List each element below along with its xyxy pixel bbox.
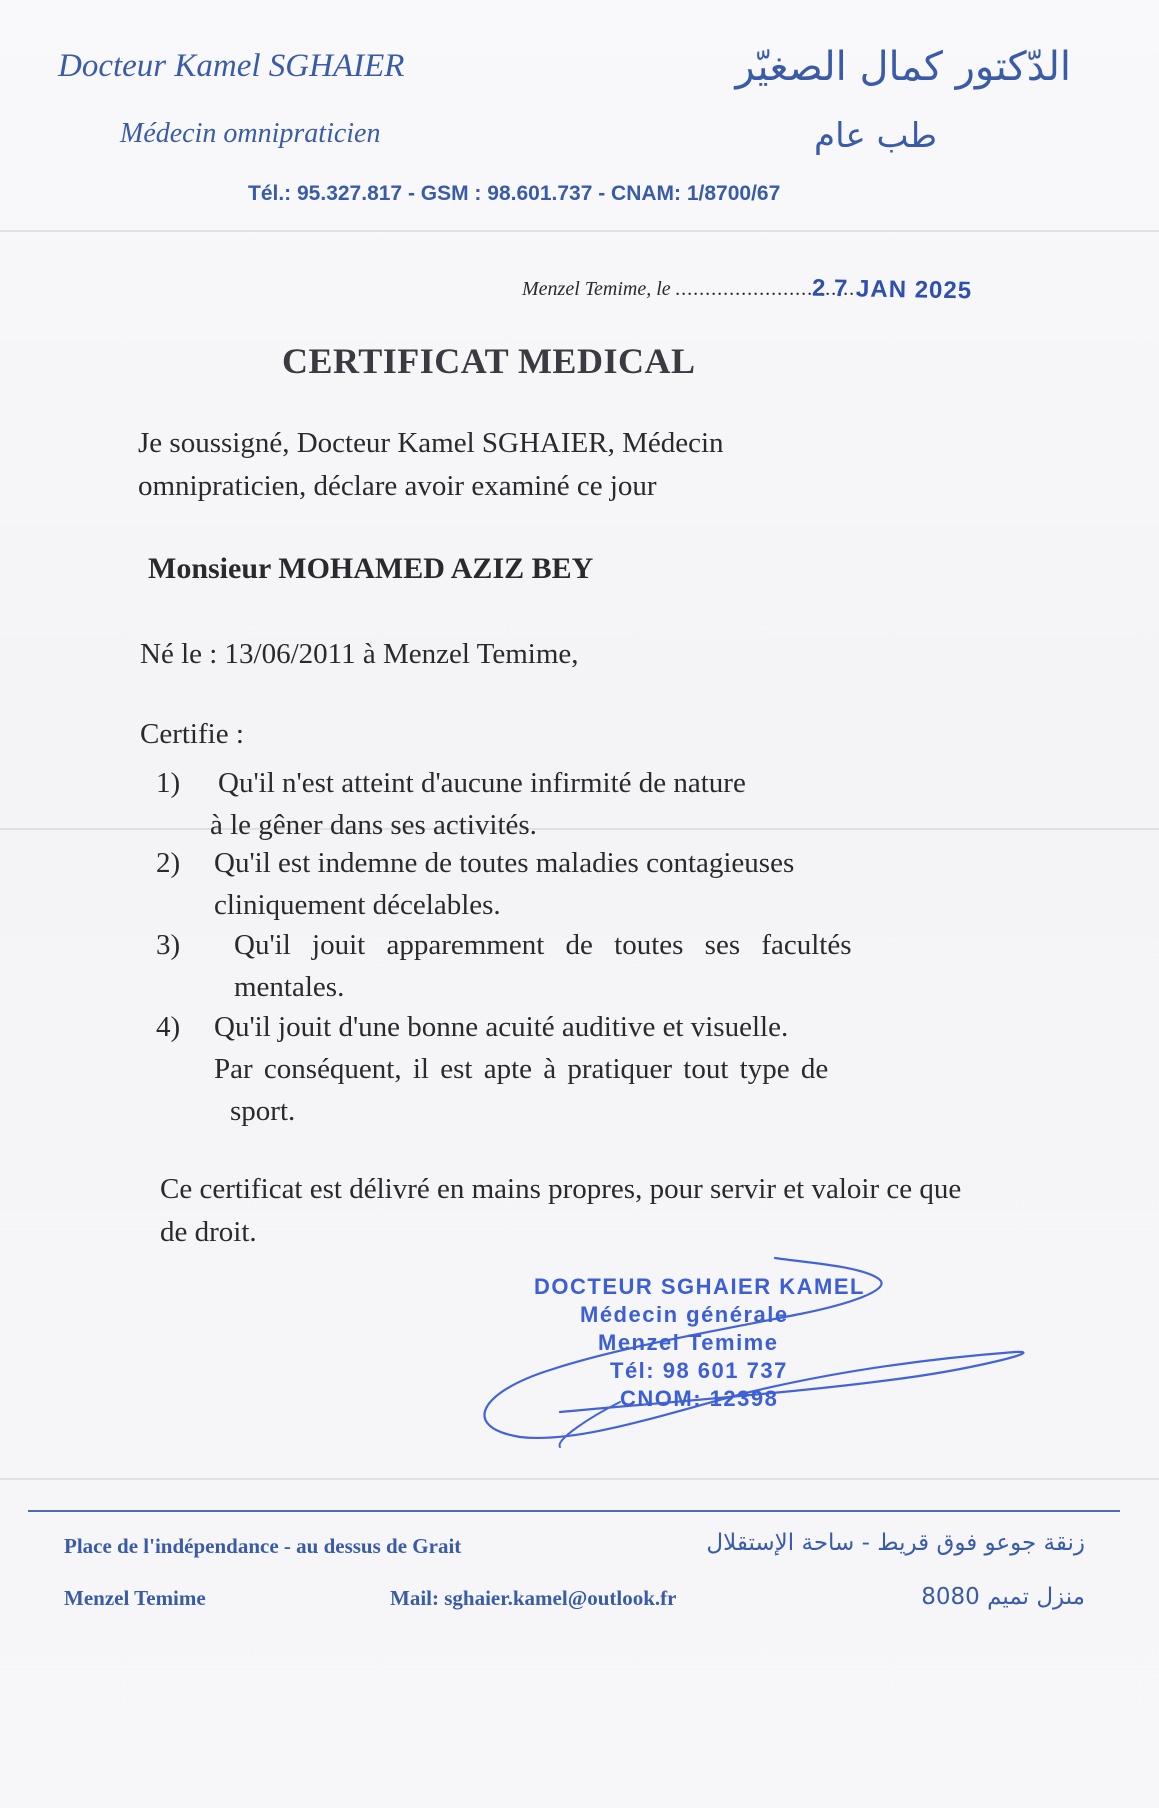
item-line: à le gêner dans ses activités.	[210, 809, 537, 841]
footer-city-ar: منزل تميم 8080	[921, 1584, 1085, 1610]
item-number: 4)	[156, 1011, 181, 1043]
item-line: Qu'il jouit d'une bonne acuité auditive et visuelle.	[214, 1011, 789, 1043]
date-line	[522, 278, 862, 301]
footer-city-fr: Menzel Temime	[64, 1586, 206, 1610]
item-number: 3)	[156, 929, 181, 961]
paper-fold	[0, 1478, 1159, 1480]
footer-mail: Mail: sghaier.kamel@outlook.fr	[390, 1586, 677, 1610]
date-stamp: 2 7 JAN 2025	[811, 274, 973, 305]
certification-item	[156, 762, 916, 852]
doctor-stamp	[470, 1252, 1030, 1452]
specialty-fr: Médecin omnipraticien	[120, 118, 381, 149]
doctor-name-fr: Docteur Kamel SGHAIER	[58, 48, 405, 84]
item-line: sport.	[230, 1095, 296, 1127]
conclusion-paragraph: Ce certificat est délivré en mains propres, pour servir et valoir ce que de droit.	[160, 1173, 962, 1248]
certification-item	[156, 924, 976, 1014]
paper-fold	[0, 230, 1159, 232]
footer-address-ar: زنقة جوعو فوق قريط - ساحة الإستقلال	[706, 1530, 1085, 1556]
contact-line: Tél.: 95.327.817 - GSM : 98.601.737 - CNAM: 1/8700/67	[248, 182, 781, 205]
patient-name: Monsieur MOHAMED AZIZ BEY	[148, 552, 594, 585]
document-title: CERTIFICAT MEDICAL	[282, 341, 696, 381]
date-place-label: Menzel Temime, le	[522, 278, 671, 300]
footer-divider	[28, 1510, 1120, 1512]
item-line: Qu'il n'est atteint d'aucune infirmité de nature	[218, 767, 746, 799]
stamp-line: CNOM: 12398	[620, 1386, 779, 1411]
item-line: Qu'il jouit apparemment de toutes ses facultés	[234, 929, 852, 961]
item-line: Par conséquent, il est apte à pratiquer tout type de	[214, 1053, 829, 1085]
footer-address-fr: Place de l'indépendance - au dessus de Grait	[64, 1534, 462, 1558]
item-line: cliniquement décelables.	[214, 889, 501, 921]
certifie-label: Certifie :	[140, 718, 244, 750]
item-number: 2)	[156, 847, 181, 879]
item-line: mentales.	[234, 971, 345, 1003]
birth-info: Né le : 13/06/2011 à Menzel Temime,	[140, 638, 579, 670]
intro-paragraph: Je soussigné, Docteur Kamel SGHAIER, Médecin omnipraticien, déclare avoir examiné ce jour	[138, 427, 724, 502]
certification-item	[156, 1006, 976, 1136]
doctor-name-ar: الدّكتور كمال الصغيّر	[735, 44, 1071, 90]
stamp-line: Médecin générale	[580, 1302, 789, 1327]
stamp-line: Tél: 98 601 737	[610, 1358, 788, 1383]
stamp-line: DOCTEUR SGHAIER KAMEL	[534, 1274, 865, 1299]
certification-item	[156, 842, 916, 932]
item-line: Qu'il est indemne de toutes maladies contagieuses	[214, 847, 795, 879]
specialty-ar: طب عام	[814, 116, 937, 156]
date-dots: ...............................	[675, 278, 862, 300]
stamp-line: Menzel Temime	[598, 1330, 779, 1355]
item-number: 1)	[156, 767, 181, 799]
